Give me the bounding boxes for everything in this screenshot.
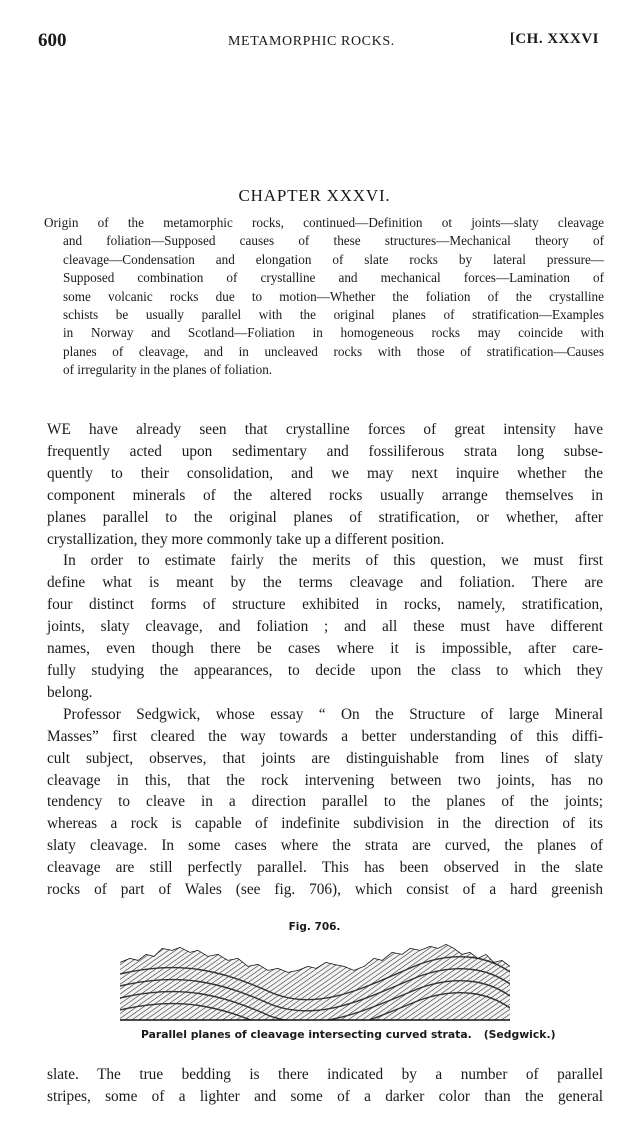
body-line: four distinct forms of structure exhibited in rocks, namely, stratification, (47, 596, 603, 614)
body-line: component minerals of the altered rocks usually arrange themselves in (47, 486, 603, 504)
body-line: define what is meant by the terms cleavage and foliation. There are (47, 574, 603, 592)
body-line: WE have already seen that crystalline forces of great intensity have (47, 421, 603, 438)
body-line: cleavage are still perfectly parallel. This has been observed in the slate (47, 859, 603, 877)
figure-label: Fig. 706. (288, 921, 341, 933)
figure-caption-text: Parallel planes of cleavage intersecting curved strata. (141, 1028, 472, 1041)
body-line: frequently acted upon sedimentary and fossiliferous strata long subse- (47, 442, 603, 460)
body-line: crystallization, they more commonly take up a different position. (47, 530, 445, 548)
body-line: cult subject, observes, that joints are distinguishable from lines of slaty (47, 749, 603, 767)
synopsis-line: cleavage—Condensation and elongation of slate rocks by lateral pressure— (63, 251, 604, 267)
body-line: rocks of part of Wales (see fig. 706), which consist of a hard greenish (47, 881, 603, 899)
chapter-synopsis (44, 214, 604, 380)
synopsis-line: and foliation—Supposed causes of these structures—Mechanical theory of (63, 233, 604, 249)
body-line: In order to estimate fairly the merits of this question, we must first (63, 552, 603, 570)
figure-caption (141, 1028, 556, 1041)
body-line: tendency to cleave in a direction parallel to the planes of the joints; (47, 793, 603, 811)
body-line: Masses” first cleared the way towards a better understanding of this diffi- (47, 727, 603, 745)
body-text-continued (47, 1064, 603, 1108)
synopsis-line: some volcanic rocks due to motion—Whether the foliation of the crystalline (63, 288, 604, 304)
body-line: quently to their consolidation, and we may next inquire whether the (47, 464, 603, 482)
synopsis-line: in Norway and Scotland—Foliation in homogeneous rocks may coincide with (63, 325, 604, 341)
synopsis-line: Origin of the metamorphic rocks, continued—Definition ot joints—slaty cleavage (44, 215, 604, 230)
synopsis-line: of irregularity in the planes of foliation. (63, 362, 273, 378)
synopsis-line: schists be usually parallel with the original planes of stratification—Examples (63, 307, 604, 323)
body-line: names, even though there be cases where it is impossible, after care- (47, 640, 603, 658)
body-line: slaty cleavage. In some cases where the strata are curved, the planes of (47, 837, 603, 855)
body-line: planes parallel to the original planes of stratification, or whether, after (47, 508, 603, 526)
body-text (47, 419, 603, 901)
body-line: Professor Sedgwick, whose essay “ On the Structure of large Mineral (63, 705, 603, 723)
page-header (38, 30, 599, 54)
cleavage-strata-figure (120, 940, 510, 1022)
body-line: fully studying the appearances, to decide upon the class to which they (47, 661, 603, 679)
page-number: 600 (38, 30, 67, 51)
body-line: stripes, some of a lighter and some of a darker color than the general (47, 1087, 603, 1105)
chapter-reference: [CH. XXXVI (509, 31, 599, 47)
body-line: joints, slaty cleavage, and foliation ; and all these must have different (47, 618, 603, 636)
figure-credit: (Sedgwick.) (483, 1028, 556, 1041)
running-title: METAMORPHIC ROCKS. (228, 34, 395, 49)
body-line: cleavage in this, that the rock intervening between two joints, has no (47, 771, 603, 789)
body-line: slate. The true bedding is there indicated by a number of parallel (47, 1066, 603, 1083)
synopsis-line: Supposed combination of crystalline and mechanical forces—Lamination of (63, 270, 604, 286)
body-line: whereas a rock is capable of indefinite subdivision in the direction of its (47, 815, 603, 833)
chapter-title: CHAPTER XXXVI. (238, 186, 391, 205)
synopsis-line: planes of cleavage, and in uncleaved rocks with those of stratification—Causes (63, 343, 604, 359)
body-line: belong. (47, 683, 93, 701)
